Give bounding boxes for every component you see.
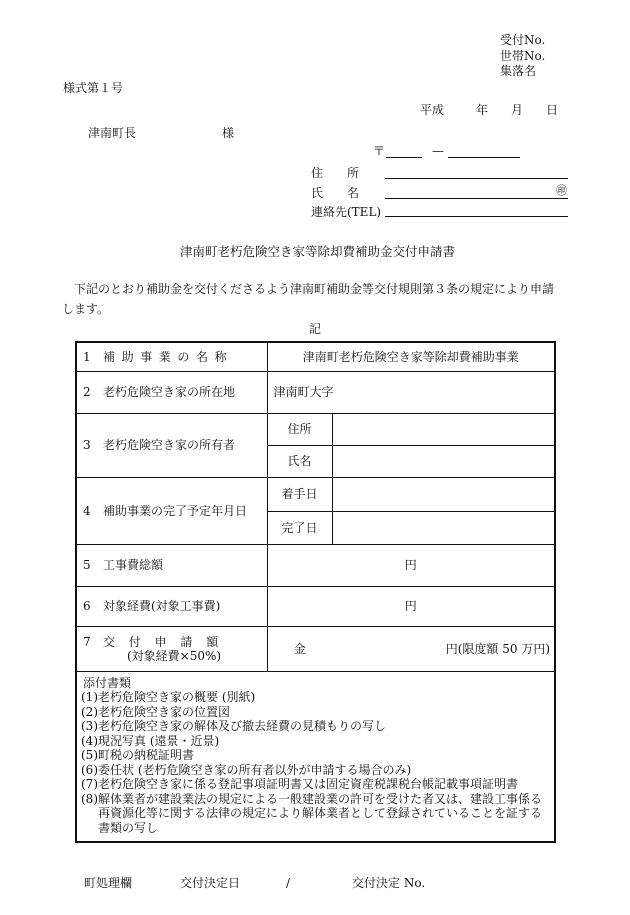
row7-label-cell: 7 交付申請額 (対象経費×50%) [76, 626, 267, 671]
name-label: 氏 名 [311, 186, 360, 200]
attachments-cell [76, 671, 555, 842]
honorific: 様 [222, 126, 235, 140]
row4-end-date-input[interactable] [332, 511, 555, 544]
office-field-label: 町処理欄 [84, 876, 133, 890]
date-year: 年 [476, 103, 489, 117]
list-item: (1)老朽危険空き家の概要 (別紙) [81, 690, 256, 704]
date-month: 月 [511, 103, 524, 117]
row4-start-date-input[interactable] [332, 477, 555, 511]
address-field[interactable] [385, 178, 568, 179]
row4-label: 補助事業の完了予定年月日 [103, 503, 248, 518]
form-number: 様式第１号 [63, 81, 124, 95]
decision-date-label: 交付決定日 [180, 876, 241, 890]
table-row [76, 342, 555, 371]
date-day: 日 [546, 103, 559, 117]
household-no-label: 世帯No. [500, 49, 546, 63]
village-name-label: 集落名 [500, 64, 537, 78]
row7-amount-input[interactable] [332, 626, 555, 671]
table-row [76, 586, 555, 626]
row5-unit: 円 [404, 558, 417, 572]
table-row [76, 477, 555, 511]
row6-label-cell: 6 対象経費(対象工事費) [76, 586, 267, 626]
row1-label: 補助事業の名称 [103, 349, 234, 364]
row3-label: 老朽危険空き家の所有者 [103, 438, 236, 452]
list-item: (5)町税の納税証明書 [81, 748, 194, 762]
row1-label-cell: 1 補助事業の名称 [76, 342, 267, 371]
intro-line-1: 下記のとおり補助金を交付くださるよう津南町補助金等交付規則第３条の規定により申請 [74, 282, 555, 296]
row5-amount-input[interactable] [267, 544, 555, 586]
row7-unit: 円(限度額 50 万円) [445, 641, 550, 656]
row6-amount-input[interactable] [267, 586, 555, 626]
row3-address-input[interactable] [332, 413, 555, 445]
address-label: 住 所 [311, 166, 360, 180]
date-slash: / [286, 876, 291, 890]
document-title: 津南町老朽危険空き家等除却費補助金交付申請書 [180, 244, 456, 259]
row4-sub2-label: 完了日 [267, 511, 332, 544]
reception-no-label: 受付No. [500, 33, 546, 47]
list-item-continued: 再資源化等に関する法律の規定により解体業者として登録されていることを証する [98, 806, 543, 820]
postal-mark: 〒 [373, 144, 386, 158]
list-item: (3)老朽危険空き家の解体及び撤去経費の見積もりの写し [81, 719, 387, 733]
addressee: 津南町長 [88, 126, 137, 140]
row5-label: 工事費総額 [103, 558, 164, 572]
row2-label-cell: 2 老朽危険空き家の所在地 [76, 371, 267, 413]
decision-no-label: 交付決定 No. [352, 876, 426, 890]
seal-icon: ㊞ [556, 184, 567, 197]
table-row [76, 371, 555, 413]
row4-label-cell: 4 補助事業の完了予定年月日 [76, 477, 267, 544]
contact-field[interactable] [385, 216, 568, 217]
date-era: 平成 [420, 103, 445, 117]
ki-mark: 記 [309, 322, 322, 336]
row5-label-cell: 5 工事費総額 [76, 544, 267, 586]
postal-code-field-1[interactable] [386, 157, 422, 158]
list-item: (8)解体業者が建設業法の規定による一般建設業の許可を受けた者又は、建設工事係る [81, 791, 543, 806]
table-row [76, 626, 555, 671]
row4-sub1-label: 着手日 [267, 477, 332, 511]
row2-value[interactable]: 津南町大字 [267, 371, 555, 413]
row1-value: 津南町老朽危険空き家等除却費補助事業 [267, 342, 555, 371]
list-item-continued: 書類の写し [98, 820, 159, 835]
name-field[interactable] [385, 198, 568, 199]
row6-unit: 円 [404, 599, 417, 613]
list-item: (4)現況写真 (遠景・近景) [81, 733, 220, 748]
row3-name-input[interactable] [332, 445, 555, 477]
intro-line-2: します。 [62, 302, 110, 316]
row3-label-cell: 3 老朽危険空き家の所有者 [76, 413, 267, 477]
list-item: (6)委任状 (老朽危険空き家の所有者以外が申請する場合のみ) [81, 762, 412, 777]
row6-label: 対象経費(対象工事費) [103, 599, 221, 613]
list-item: (2)老朽危険空き家の位置図 [81, 704, 230, 719]
row7-label-sub: (対象経費×50%) [127, 648, 222, 663]
list-item: (7)老朽危険空き家に係る登記事項証明書又は固定資産税課税台帳記載事項証明書 [81, 777, 519, 791]
row7-label: 交付申請額 [103, 634, 233, 649]
postal-dash: — [432, 144, 444, 158]
postal-code-field-2[interactable] [448, 157, 520, 158]
attachments-heading: 添付書類 [83, 675, 132, 690]
row2-label: 老朽危険空き家の所在地 [103, 385, 236, 399]
table-row [76, 544, 555, 586]
row7-prefix: 金 [267, 626, 332, 671]
contact-label: 連絡先(TEL) [311, 205, 382, 219]
row3-sub1-label: 住所 [267, 413, 332, 445]
application-table [75, 341, 556, 843]
table-row [76, 671, 555, 842]
row3-sub2-label: 氏名 [267, 445, 332, 477]
table-row [76, 413, 555, 445]
